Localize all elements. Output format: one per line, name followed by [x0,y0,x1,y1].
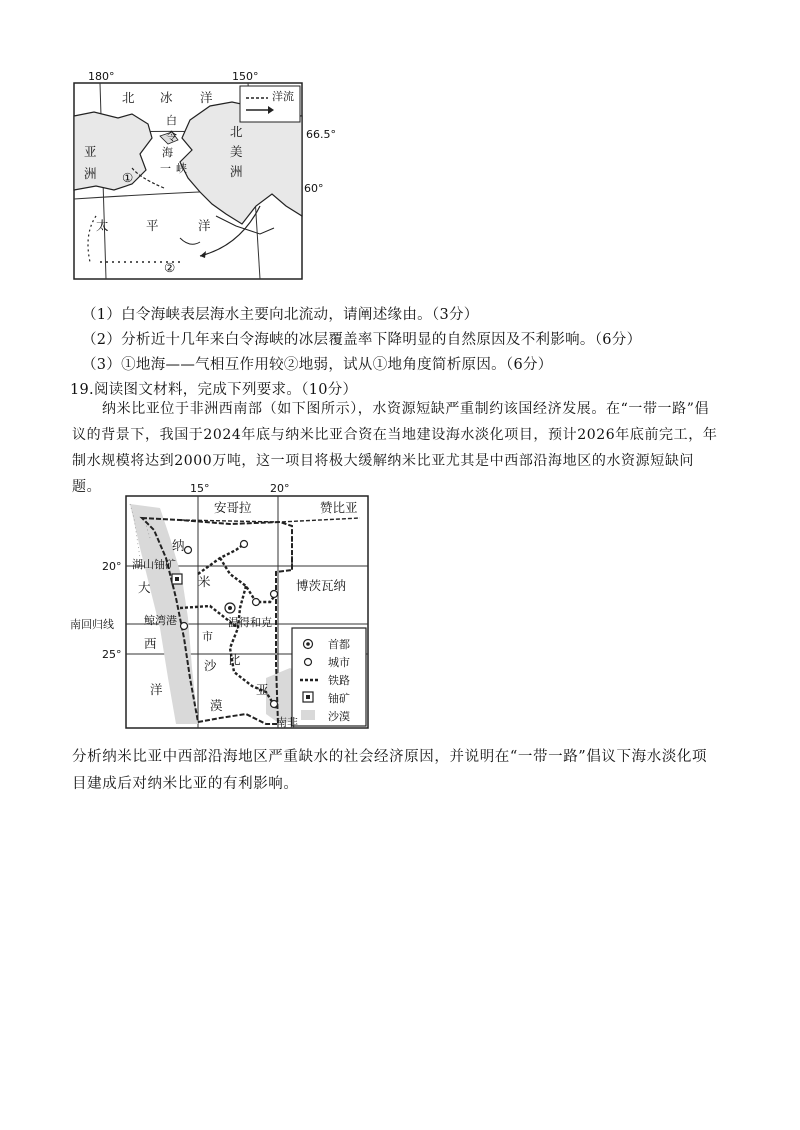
botswana-label: 博茨瓦纳 [296,578,347,593]
desert-char: 沙 [204,658,217,673]
lat-label-60: 60° [304,182,324,195]
lon-label-150: 150° [232,70,259,83]
legend-railway: 铁路 [328,674,350,687]
lat-label-66: 66.5° [306,128,336,141]
strait-char: 白 [166,114,177,127]
q19-title: 19.阅读图文材料，完成下列要求。（10分） [70,382,358,398]
q19-question: 分析纳米比亚中西部沿海地区严重缺水的社会经济原因，并说明在“一带一路”倡议下海水淡化项目建成后对纳米比亚的有利影响。 [72,749,708,792]
lat-label-20: 20° [102,560,122,573]
strait-char: 令 [166,130,177,143]
tropic-label: 南回归线 [70,618,114,631]
asia-char: 亚 [84,144,97,159]
strait-char: 峡 [176,162,187,175]
asia-char: 洲 [84,166,97,181]
ocean-char: 西 [144,636,157,651]
q18-sub2: （2）分析近十几年来白令海峡的冰层覆盖率下降明显的自然原因及不利影响。（6分） [82,332,642,348]
strait-char: 一 [160,162,171,175]
ocean-north-char: 北 [122,90,135,105]
ocean-char: 大 [138,580,151,595]
legend-capital: 首都 [328,638,350,651]
lon-label-15: 15° [190,482,210,495]
port-label: 鲸湾港 [144,614,177,627]
lat-label-25: 25° [102,648,122,661]
legend-city: 城市 [328,656,350,669]
legend-uranium: 铀矿 [328,692,350,705]
namibia-char: 亚 [256,682,269,697]
namibia-char: 米 [198,574,211,589]
desert-char: 漠 [210,698,223,713]
na-char: 洲 [230,164,243,179]
namibia-map [70,478,400,738]
na-char: 北 [230,124,243,139]
na-char: 美 [230,144,243,159]
q18-sub3: （3）①地海——气相互作用较②地弱，试从①地角度简析原因。（6分） [82,357,553,373]
pacific-char: 平 [146,218,159,233]
capital-label: 温得和克 [228,616,272,629]
marker-2: ② [164,260,176,275]
zambia-label: 赞比亚 [320,500,358,515]
q19-material: 纳米比亚位于非洲西南部（如下图所示），水资源短缺严重制约该国经济发展。在“一带一路”倡议的背景下，我国于2024年底与纳米比亚合资在当地建设海水淡化项目，预计2026年底前完工，年制水规模将达到2000万吨，这一项目将极大缓解纳米比亚尤其是中西部沿海地区的水资源短缺问题。 [72,401,718,495]
lon-label-180: 180° [88,70,115,83]
legend-desert: 沙漠 [328,710,350,723]
bering-strait-map [60,66,350,286]
namibia-char: 比 [228,652,241,667]
ocean-char: 洋 [150,682,163,697]
ocean-north-char: 冰 [160,90,173,105]
south-africa-label: 南非 [276,716,298,729]
strait-char: 海 [162,146,173,159]
pacific-char: 太 [96,218,109,233]
namibia-char: 纳 [172,538,185,553]
angola-label: 安哥拉 [214,500,252,515]
marker-1: ① [122,170,134,185]
pacific-char: 洋 [198,218,211,233]
q18-sub1: （1）白令海峡表层海水主要向北流动，请阐述缘由。（3分） [82,307,479,323]
city-label: 市 [202,630,213,643]
legend-current-label: 洋流 [272,90,294,103]
ocean-north-char: 洋 [200,90,213,105]
uranium-mine-label: 湖山铀矿 [132,558,176,571]
lon-label-20: 20° [270,482,290,495]
